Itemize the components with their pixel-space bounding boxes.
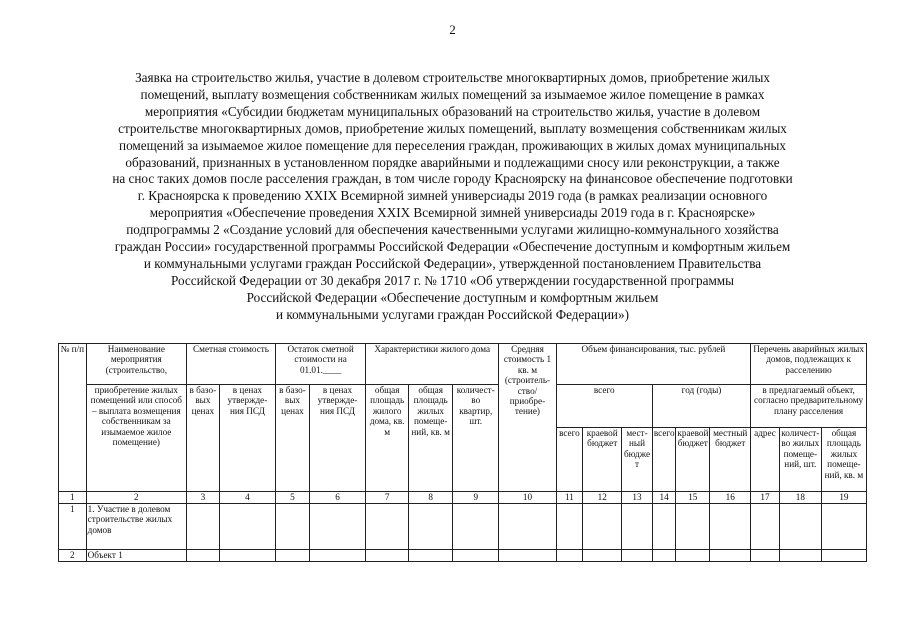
empty-cell — [453, 504, 499, 550]
header-living-area: общая площадь жилых помеще- ний, кв. м — [409, 385, 453, 492]
empty-cell — [710, 504, 751, 550]
header-cost-psd: в ценах утвержде- ния ПСД — [219, 385, 275, 492]
column-number: 19 — [821, 492, 866, 504]
empty-cell — [779, 550, 821, 562]
header-local-budget: мест- ный бюдже т — [622, 428, 653, 492]
empty-cell — [556, 550, 583, 562]
header-name-bottom: приобретение жилых помещений или способ – выплата возмещения собственникам за изымаемое жилое помещение) — [86, 385, 186, 492]
column-number: 5 — [276, 492, 310, 504]
column-number: 16 — [710, 492, 751, 504]
empty-cell — [583, 504, 622, 550]
empty-cell — [309, 550, 365, 562]
heading-line: на снос таких домов после расселения граждан, в том числе городу Красноярску на финансовое обеспечение подготовки — [112, 171, 793, 187]
empty-cell — [499, 504, 556, 550]
column-number: 14 — [652, 492, 676, 504]
row-number: 2 — [59, 550, 87, 562]
heading-line: и коммунальными услугами граждан Российской Федерации») — [276, 306, 629, 322]
empty-cell — [219, 550, 275, 562]
column-number: 4 — [219, 492, 275, 504]
header-year-local: местный бюджет — [710, 428, 751, 492]
empty-cell — [652, 504, 676, 550]
empty-cell — [499, 550, 556, 562]
empty-cell — [186, 550, 219, 562]
empty-cell — [309, 504, 365, 550]
heading-line: г. Красноярска к проведению XXIX Всемирной зимней универсиады 2019 года (в рамках реализации основного — [137, 188, 768, 204]
heading-line: помещений за изымаемое жилое помещение для переселения граждан, проживающих в жилых домах муниципальных — [119, 137, 786, 153]
empty-cell — [821, 550, 866, 562]
header-year-regional: краевой бюджет — [676, 428, 710, 492]
empty-cell — [676, 550, 710, 562]
header-remaining-psd: в ценах утвержде- ния ПСД — [309, 385, 365, 492]
empty-cell — [276, 504, 310, 550]
empty-cell — [622, 504, 653, 550]
header-remaining: Остаток сметной стоимости на 01.01.____ — [276, 344, 366, 385]
empty-cell — [366, 550, 409, 562]
empty-cell — [556, 504, 583, 550]
empty-cell — [676, 504, 710, 550]
header-total-sum: всего — [556, 428, 583, 492]
table-row — [59, 504, 867, 550]
header-apartments: количест- во квартир, шт. — [453, 385, 499, 492]
heading-line: мероприятия «Обеспечение проведения XXIX Всемирной зимней универсиады 2019 года в г. Красноярске» — [149, 205, 756, 221]
empty-cell — [821, 504, 866, 550]
column-number: 6 — [309, 492, 365, 504]
heading-line: граждан России» государственной программы Российской Федерации «Обеспечение доступным и комфортным жильем — [114, 239, 791, 255]
header-emergency-top: Перечень аварийных жилых домов, подлежащих к расселению — [751, 344, 867, 385]
header-cost: Сметная стоимость — [186, 344, 275, 385]
empty-cell — [276, 550, 310, 562]
column-number: 2 — [86, 492, 186, 504]
row-number: 1 — [59, 504, 87, 550]
empty-cell — [710, 550, 751, 562]
column-number: 17 — [751, 492, 780, 504]
header-area-living: общая площадь жилых помеще- ний, кв. м — [821, 428, 866, 492]
column-number: 8 — [409, 492, 453, 504]
empty-cell — [453, 550, 499, 562]
heading-line: Российской Федерации «Обеспечение доступным и комфортным жильем — [246, 289, 659, 305]
empty-cell — [409, 550, 453, 562]
empty-cell — [409, 504, 453, 550]
heading-line: подпрограммы 2 «Создание условий для обеспечения качественными услугами жилищно-коммунального хозяйства — [126, 222, 779, 238]
empty-cell — [622, 550, 653, 562]
row-name: Объект 1 — [86, 550, 186, 562]
heading-line: образований, признанных в установленном порядке аварийными и подлежащими сносу или реконструкции, а также — [125, 154, 780, 170]
header-funding-year: год (годы) — [652, 385, 750, 428]
header-name-top: Наименование мероприятия (строительство, — [86, 344, 186, 385]
table-row — [59, 550, 867, 562]
column-number: 10 — [499, 492, 556, 504]
empty-cell — [219, 504, 275, 550]
empty-cell — [652, 550, 676, 562]
heading-line: мероприятия «Субсидии бюджетам муниципальных образований на строительство жилья, участие в долевом — [144, 103, 761, 119]
application-table — [58, 343, 867, 562]
empty-cell — [186, 504, 219, 550]
document-heading — [95, 70, 810, 324]
header-number: № п/п — [59, 344, 87, 492]
header-regional-budget: краевой бюджет — [583, 428, 622, 492]
column-number: 11 — [556, 492, 583, 504]
header-funding: Объем финансирования, тыс. рублей — [556, 344, 751, 385]
heading-line: Заявка на строительство жилья, участие в долевом строительстве многоквартирных домов, приобретение жилых — [135, 70, 770, 85]
heading-line: и коммунальными услугами граждан Российской Федерации», утвержденной постановлением Правительства — [143, 255, 762, 271]
header-funding-total: всего — [556, 385, 652, 428]
empty-cell — [751, 550, 780, 562]
heading-line: Российской Федерации от 30 декабря 2017 г. № 1710 «Об утверждении государственной программы — [170, 272, 734, 288]
header-total-area: общая площадь жилого дома, кв. м — [366, 385, 409, 492]
header-characteristics: Характеристики жилого дома — [366, 344, 499, 385]
column-number: 12 — [583, 492, 622, 504]
heading-line: строительстве многоквартирных домов, приобретение жилых помещений, выплату возмещения собственникам жилых — [118, 120, 787, 136]
empty-cell — [779, 504, 821, 550]
column-number: 15 — [676, 492, 710, 504]
header-cost-base: в базо- вых ценах — [186, 385, 219, 492]
column-number: 13 — [622, 492, 653, 504]
empty-cell — [583, 550, 622, 562]
column-number: 1 — [59, 492, 87, 504]
empty-cell — [366, 504, 409, 550]
row-name: 1. Участие в долевом строительстве жилых домов — [86, 504, 186, 550]
heading-line: помещений, выплату возмещения собственникам жилых помещений за изымаемое жилое помещение в рамках — [140, 86, 765, 102]
column-number: 18 — [779, 492, 821, 504]
header-apartments-count: количест- во жилых помеще- ний, шт. — [779, 428, 821, 492]
header-year-total: всего — [652, 428, 676, 492]
column-number: 7 — [366, 492, 409, 504]
empty-cell — [751, 504, 780, 550]
header-remaining-base: в базо- вых ценах — [276, 385, 310, 492]
header-avg-cost: Средняя стоимость 1 кв. м (строитель- ство/ приобре- тение) — [499, 344, 556, 492]
column-number-row — [59, 492, 867, 504]
header-address: адрес — [751, 428, 780, 492]
column-number: 3 — [186, 492, 219, 504]
header-emergency-mid: в предлагаемый объект, согласно предварительному плану расселения — [751, 385, 867, 428]
column-number: 9 — [453, 492, 499, 504]
page-number: 2 — [449, 22, 456, 37]
